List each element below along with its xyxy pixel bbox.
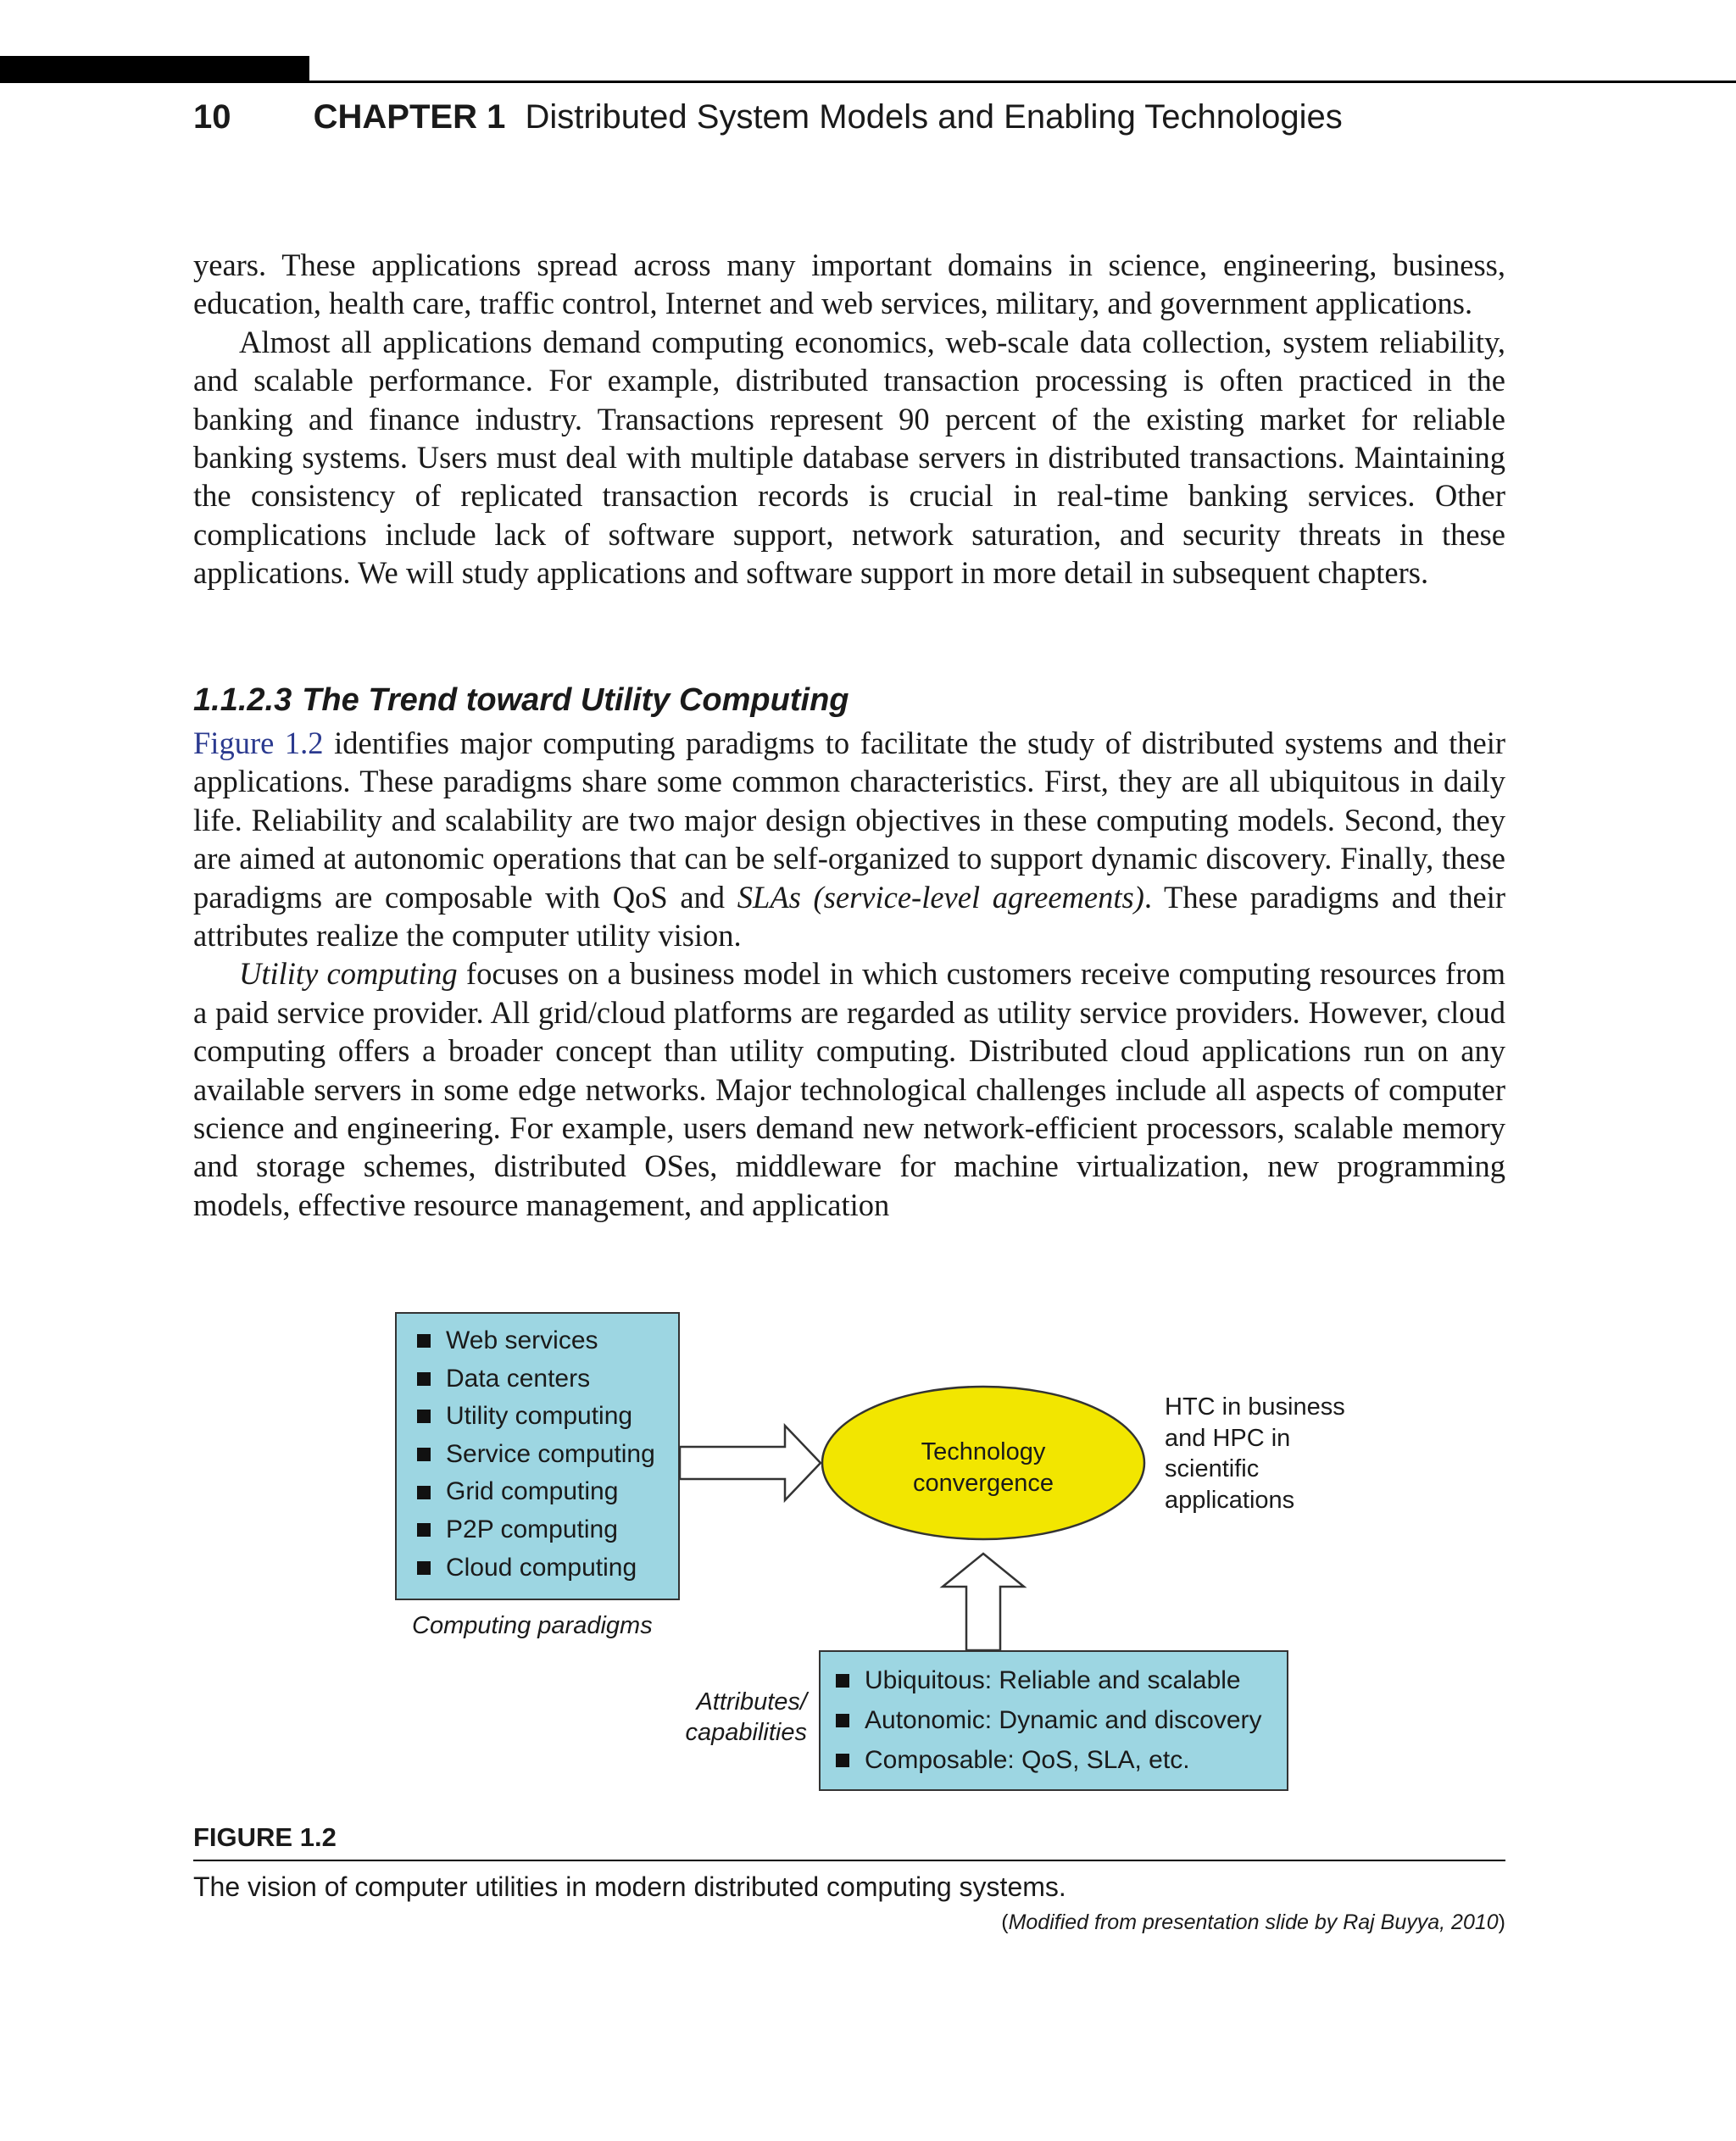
chapter-label: CHAPTER 1: [313, 98, 506, 136]
paragraph: Almost all applications demand computing economics, web-scale data collection, system reliability, and scalable performance. For example, distributed transaction processing is often practiced in the banking and finance industry. Transactions represent 90 percent of the existing market for reliable banking systems. Users must deal with multiple database servers in distributed transactions. Maintaining the consistency of replicated transaction records is crucial in real-time banking services. Other complications include lack of software support, network saturation, and security threats in these applications. We will study applications and software support in more detail in subsequent chapters.: [193, 324, 1505, 591]
list-item: [417, 1398, 678, 1436]
list-item: [836, 1740, 1287, 1780]
text-run: identifies major computing paradigms to facilitate the study of distributed systems and their applications. These paradigms share some common characteristics. First, they are all ubiquitous in daily life. Reliability and scalability are two major design objectives in these computing models. Second, they are aimed at autonomic operations that can be self-organized to support dynamic discovery. Finally, these paradigms are composable with QoS and: [193, 726, 1505, 915]
list-item-label: Grid computing: [446, 1477, 619, 1506]
list-item: [417, 1322, 678, 1360]
computing-paradigms-box: [395, 1312, 680, 1600]
list-item-label: Web services: [446, 1326, 598, 1354]
figure-reference-link[interactable]: Figure 1.2: [193, 726, 324, 760]
square-bullet-icon: [836, 1754, 849, 1767]
list-item-label: Utility computing: [446, 1402, 633, 1431]
list-item: [836, 1700, 1287, 1740]
square-bullet-icon: [836, 1674, 849, 1688]
right-arrow: [680, 1426, 821, 1500]
text-run: . These paradigms and their attributes realize the computer utility vision.: [193, 879, 1506, 954]
up-arrow: [943, 1554, 1024, 1650]
list-item: [417, 1549, 678, 1588]
figure-rule: [193, 1860, 1505, 1861]
square-bullet-icon: [417, 1410, 431, 1423]
square-bullet-icon: [417, 1372, 431, 1386]
chapter-title: Distributed System Models and Enabling Technologies: [525, 98, 1343, 136]
credit-paren: ): [1498, 1910, 1505, 1934]
credit-text: Modified from presentation slide by Raj Buyya, 2010: [1008, 1910, 1499, 1934]
section-number: 1.1.2.3: [193, 682, 292, 718]
figure-label: FIGURE 1.2: [193, 1822, 337, 1852]
emphasis: SLAs (service-level agreements): [737, 879, 1144, 915]
htc-note: HTC in business and HPC in scientific applications: [1165, 1393, 1345, 1514]
square-bullet-icon: [836, 1714, 849, 1727]
attributes-box: [819, 1650, 1288, 1791]
figure-credit: [1001, 1910, 1505, 1935]
square-bullet-icon: [417, 1486, 431, 1499]
figure-caption: The vision of computer utilities in modern distributed computing systems.: [193, 1871, 1066, 1902]
list-item-label: Ubiquitous: Reliable and scalable: [865, 1666, 1241, 1694]
list-item: [836, 1660, 1287, 1700]
credit-paren: (: [1001, 1910, 1009, 1934]
list-item-label: Autonomic: Dynamic and discovery: [865, 1706, 1262, 1734]
paradigms-caption: Computing paradigms: [412, 1612, 653, 1639]
list-item: [417, 1436, 678, 1474]
list-item-label: Service computing: [446, 1439, 655, 1468]
list-item: [417, 1511, 678, 1549]
square-bullet-icon: [417, 1523, 431, 1537]
square-bullet-icon: [417, 1334, 431, 1348]
square-bullet-icon: [417, 1561, 431, 1575]
section-title: The Trend toward Utility Computing: [302, 682, 849, 718]
list-item-label: P2P computing: [446, 1515, 618, 1543]
paragraph: years. These applications spread across many important domains in science, engineering, business, education, health care, traffic control, Internet and web services, military, and government applications.: [193, 247, 1505, 321]
attributes-caption: Attributes/ capabilities: [685, 1688, 807, 1746]
list-item-label: Data centers: [446, 1364, 591, 1393]
page-number: 10: [193, 98, 231, 136]
text-run: focuses on a business model in which customers receive computing resources from a paid service provider. All grid/cloud platforms are regarded as utility service providers. However, cloud computing offers a broader concept than utility computing. Distributed cloud applications run on any available servers in some edge networks. Major technological challenges include all aspects of computer science and engineering. For example, users demand new network-efficient processors, scalable memory and storage schemes, distributed OSes, middleware for machine virtualization, new programming models, effective resource management, and application: [193, 956, 1505, 1222]
list-item-label: Cloud computing: [446, 1553, 637, 1582]
list-item: [417, 1473, 678, 1511]
emphasis: Utility computing: [239, 956, 458, 992]
ellipse-label: Technology convergence: [912, 1438, 1054, 1497]
list-item-label: Composable: QoS, SLA, etc.: [865, 1746, 1190, 1774]
square-bullet-icon: [417, 1448, 431, 1461]
list-item: [417, 1360, 678, 1399]
